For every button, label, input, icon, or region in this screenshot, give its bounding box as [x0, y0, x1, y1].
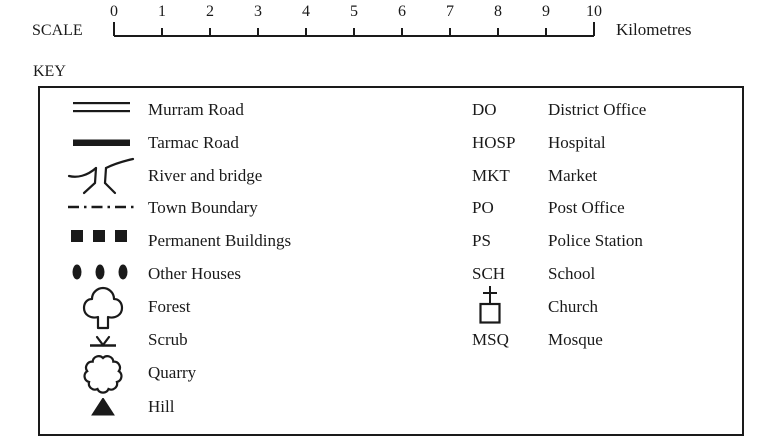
key-label-district-office: District Office [548, 100, 647, 119]
abbr-hosp: HOSP [472, 133, 516, 152]
scale-tick-1: 1 [158, 3, 166, 20]
abbr-mkt: MKT [472, 166, 510, 185]
permanent-buildings-icon [71, 230, 127, 242]
other-houses-icon [72, 264, 128, 280]
scale-tick-10: 10 [586, 3, 602, 20]
scale-tick-3: 3 [254, 3, 262, 20]
scale-label: SCALE [32, 22, 83, 39]
key-title: KEY [33, 63, 66, 80]
key-label-murram-road: Murram Road [148, 100, 244, 119]
church-icon [478, 285, 502, 324]
scale-tick-7: 7 [446, 3, 454, 20]
key-label-permanent-buildings: Permanent Buildings [148, 231, 292, 250]
key-label-market: Market [548, 166, 598, 185]
key-label-police-station: Police Station [548, 231, 643, 250]
key-label-church: Church [548, 297, 599, 316]
key-label-town-boundary: Town Boundary [148, 198, 258, 217]
scale-tick-9: 9 [542, 3, 550, 20]
key-box [38, 86, 744, 436]
scale-tick-5: 5 [350, 3, 358, 20]
tarmac-road-icon [73, 139, 130, 147]
forest-icon [79, 285, 127, 331]
key-label-hospital: Hospital [548, 133, 606, 152]
key-label-other-houses: Other Houses [148, 264, 242, 283]
key-label-scrub: Scrub [148, 330, 188, 349]
river-and-bridge-icon [67, 157, 135, 197]
key-label-post-office: Post Office [548, 198, 625, 217]
key-label-hill: Hill [148, 397, 175, 416]
abbr-do: DO [472, 100, 497, 119]
key-label-forest: Forest [148, 297, 191, 316]
scale-bar-graphic [108, 20, 600, 38]
murram-road-icon [73, 101, 130, 113]
abbr-msq: MSQ [472, 330, 509, 349]
abbr-sch: SCH [472, 264, 506, 283]
key-label-tarmac-road: Tarmac Road [148, 133, 239, 152]
scale-unit-label: Kilometres [616, 20, 692, 39]
scale-tick-6: 6 [398, 3, 406, 20]
abbr-po: PO [472, 198, 494, 217]
hill-icon [91, 398, 115, 416]
town-boundary-icon [68, 201, 134, 213]
scale-tick-4: 4 [302, 3, 310, 20]
key-label-river-and-bridge: River and bridge [148, 166, 263, 185]
abbr-ps: PS [472, 231, 491, 250]
scale-bar [108, 20, 600, 38]
scrub-icon [90, 335, 116, 348]
scale-tick-2: 2 [206, 3, 214, 20]
scale-tick-8: 8 [494, 3, 502, 20]
quarry-icon [81, 352, 125, 396]
key-label-school: School [548, 264, 596, 283]
scale-tick-0: 0 [110, 3, 118, 20]
key-label-mosque: Mosque [548, 330, 603, 349]
key-label-quarry: Quarry [148, 363, 197, 382]
